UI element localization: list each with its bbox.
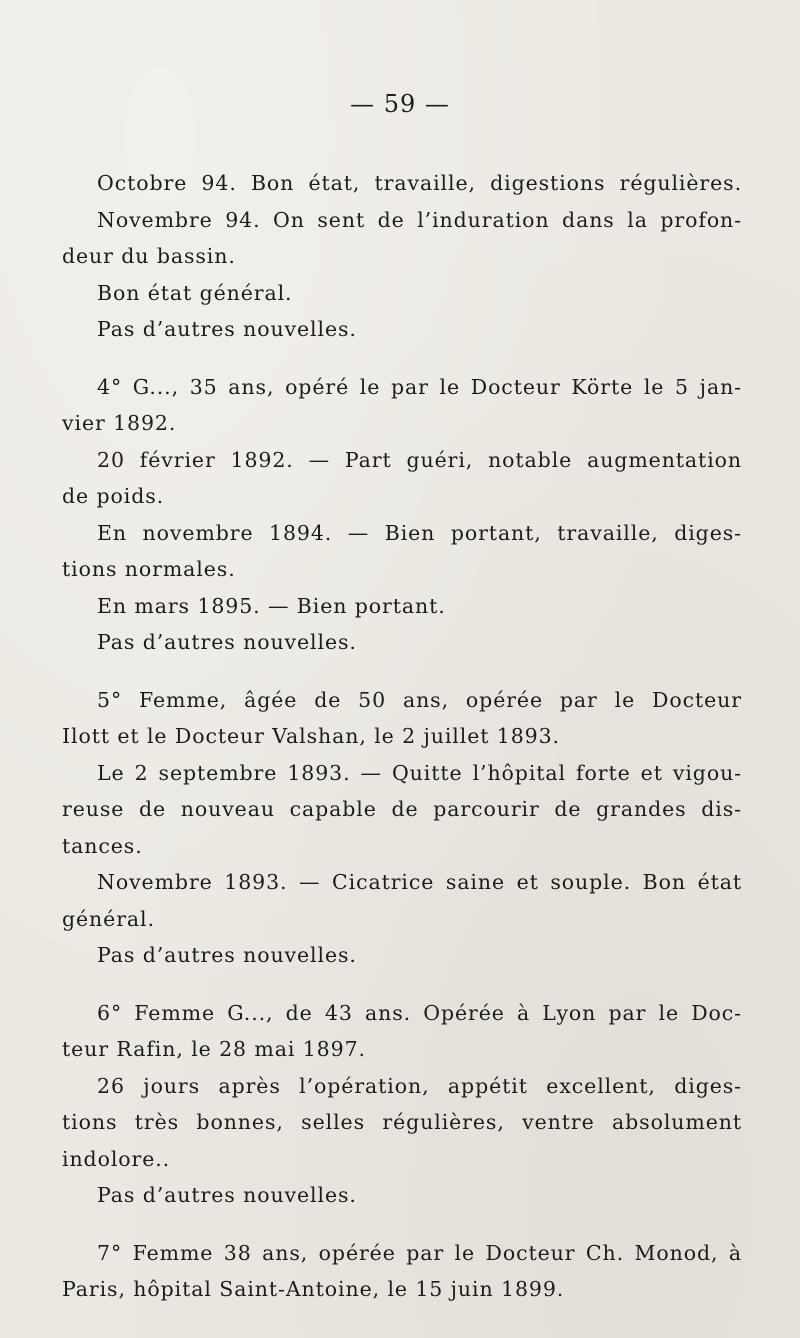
text-line: Pas d’autres nouvelles. <box>97 317 357 341</box>
text-line: Pas d’autres nouvelles. <box>97 943 357 967</box>
text-line: tions normales. <box>62 557 236 581</box>
text-line: deur du bassin. <box>62 244 236 268</box>
text-line: Pas d’autres nouvelles. <box>97 1183 357 1207</box>
page-number: — 59 — <box>350 90 450 118</box>
paragraph <box>62 682 742 974</box>
text-line: 4° G..., 35 ans, opéré le par le Docteur Körte le 5 jan- <box>97 374 742 399</box>
text-line: général. <box>62 906 155 931</box>
paragraph-gap <box>62 661 742 682</box>
text-line: Paris, hôpital Saint-Antoine, le 15 juin 1899. <box>62 1277 565 1301</box>
paragraph-gap <box>62 1214 742 1235</box>
paragraph-gap <box>62 974 742 995</box>
text-line: Octobre 94. Bon état, travaille, digestions régulières. <box>97 171 742 195</box>
text-line: de poids. <box>62 484 165 508</box>
paragraph <box>62 165 742 348</box>
text-line: Novembre 94. On sent de l’induration dans la profon- <box>97 207 742 232</box>
text-line: Le 2 septembre 1893. — Quitte l’hôpital forte et vigou- <box>97 760 742 785</box>
text-line: Ilott et le Docteur Valshan, le 2 juillet 1893. <box>62 724 560 748</box>
text-line: 7° Femme 38 ans, opérée par le Docteur Ch. Monod, à <box>97 1240 742 1265</box>
body-text <box>62 165 742 1308</box>
text-line: 26 jours après l’opération, appétit excellent, diges- <box>97 1073 742 1098</box>
text-line: tances. <box>62 833 143 858</box>
paragraph-gap <box>62 348 742 369</box>
paragraph <box>62 1235 742 1308</box>
text-line: En mars 1895. — Bien portant. <box>97 593 446 618</box>
text-line: 20 février 1892. — Part guéri, notable augmentation <box>97 447 742 472</box>
text-line: 5° Femme, âgée de 50 ans, opérée par le Docteur <box>97 687 742 712</box>
text-line: indolore.. <box>62 1146 171 1171</box>
text-line: teur Rafin, le 28 mai 1897. <box>62 1037 366 1061</box>
text-line: Novembre 1893. — Cicatrice saine et souple. Bon état <box>97 870 742 894</box>
text-line: 6° Femme G..., de 43 ans. Opérée à Lyon par le Doc- <box>97 1000 742 1025</box>
paragraph <box>62 995 742 1214</box>
text-line: En novembre 1894. — Bien portant, travaille, diges- <box>97 520 742 545</box>
paragraph <box>62 369 742 661</box>
text-line: vier 1892. <box>62 411 177 435</box>
text-line: Bon état général. <box>97 280 293 305</box>
text-line: tions très bonnes, selles régulières, ventre absolument <box>62 1110 742 1134</box>
text-line: reuse de nouveau capable de parcourir de grandes dis- <box>62 797 742 821</box>
text-line: Pas d’autres nouvelles. <box>97 630 357 654</box>
